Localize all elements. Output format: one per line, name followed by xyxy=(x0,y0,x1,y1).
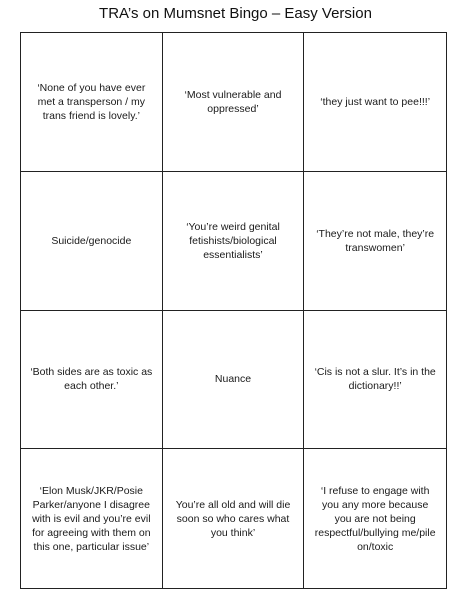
bingo-cell xyxy=(304,172,446,311)
bingo-cell xyxy=(163,449,305,588)
bingo-cell xyxy=(163,172,305,311)
bingo-cell xyxy=(304,449,446,588)
bingo-cell xyxy=(21,172,163,311)
bingo-cell xyxy=(304,33,446,172)
bingo-cell-text: Nuance xyxy=(214,373,252,386)
bingo-cell-text: ‘You’re weird genital fetishists/biological essentialists’ xyxy=(186,220,280,261)
bingo-cell-text: You’re all old and will die soon so who cares what you think’ xyxy=(175,498,291,539)
bingo-cell xyxy=(163,33,305,172)
bingo-cell xyxy=(304,311,446,450)
bingo-cell xyxy=(21,33,163,172)
bingo-cell xyxy=(21,311,163,450)
bingo-cell-text: ‘Elon Musk/JKR/Posie Parker/anyone I disagree with is evil and you’re evil for agreeing with them on this one, particular issue’ xyxy=(32,484,151,553)
bingo-cell-text: ‘Both sides are as toxic as each other.’ xyxy=(30,366,153,393)
bingo-cell-text: ‘They’re not male, they’re transwomen’ xyxy=(316,227,435,254)
bingo-grid xyxy=(20,32,447,589)
bingo-cell-text: ‘I refuse to engage with you any more because you are not being respectful/bullying me/pile on/toxic xyxy=(314,484,436,553)
page-title: TRA’s on Mumsnet Bingo – Easy Version xyxy=(99,5,372,22)
bingo-cell xyxy=(21,449,163,588)
bingo-cell-text: Suicide/genocide xyxy=(51,234,132,247)
bingo-cell xyxy=(163,311,305,450)
bingo-cell-text: ‘they just want to pee!!!’ xyxy=(320,95,431,108)
bingo-cell-text: ‘Cis is not a slur. It’s in the dictionary!!’ xyxy=(314,366,436,393)
bingo-cell-text: ‘None of you have ever met a transperson / my trans friend is lovely.’ xyxy=(37,81,146,122)
bingo-cell-text: ‘Most vulnerable and oppressed’ xyxy=(184,88,282,115)
